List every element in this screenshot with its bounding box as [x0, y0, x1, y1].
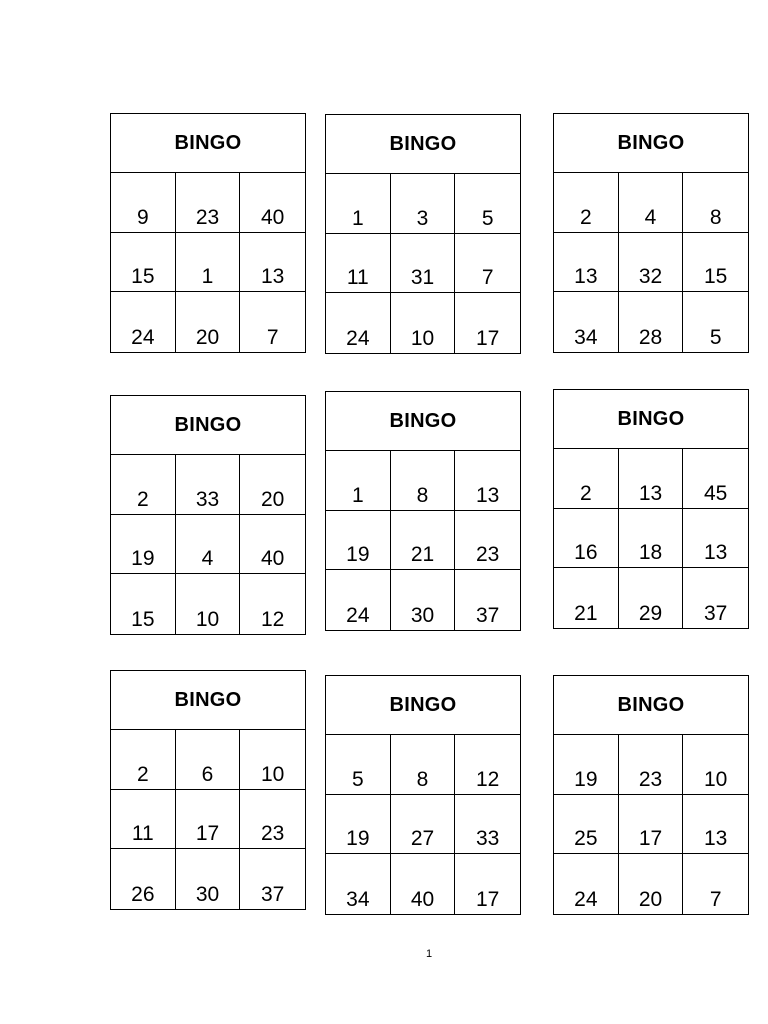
number-grid — [111, 730, 305, 909]
number-cell: 20 — [176, 292, 241, 352]
number-grid — [554, 449, 748, 628]
number-cell: 13 — [455, 451, 520, 511]
number-cell: 5 — [709, 326, 722, 349]
card-title: BINGO — [554, 390, 748, 449]
number-cell: 13 — [619, 449, 684, 509]
number-cell: 37 — [260, 883, 285, 906]
number-cell: 40 — [391, 854, 456, 914]
number-cell: 11 — [326, 234, 391, 294]
number-cell: 16 — [554, 509, 619, 569]
number-cell: 1 — [326, 174, 391, 234]
bingo-card-3 — [553, 113, 749, 353]
number-cell: 8 — [391, 735, 456, 795]
number-cell: 33 — [455, 795, 520, 855]
number-cell: 27 — [391, 795, 456, 855]
number-cell: 15 — [111, 233, 176, 293]
number-cell: 26 — [111, 849, 176, 909]
number-cell: 18 — [619, 509, 684, 569]
number-cell: 40 — [240, 173, 305, 233]
number-cell: 19 — [326, 511, 391, 571]
number-cell: 19 — [326, 795, 391, 855]
number-cell: 21 — [554, 568, 619, 628]
bingo-card-2 — [325, 114, 521, 354]
number-grid — [326, 451, 520, 630]
card-title: BINGO — [326, 115, 520, 174]
number-cell: 30 — [176, 849, 241, 909]
number-cell: 37 — [475, 604, 500, 627]
card-title: BINGO — [326, 676, 520, 735]
number-cell: 6 — [176, 730, 241, 790]
number-cell: 25 — [554, 795, 619, 855]
number-cell: 10 — [240, 730, 305, 790]
number-cell: 2 — [554, 173, 619, 233]
number-cell: 17 — [619, 795, 684, 855]
bingo-card-7 — [110, 670, 306, 910]
number-cell: 45 — [683, 449, 748, 509]
card-title: BINGO — [111, 671, 305, 730]
number-cell: 29 — [619, 568, 684, 628]
number-grid — [326, 174, 520, 353]
number-cell: 7 — [266, 326, 279, 349]
number-cell: 11 — [111, 790, 176, 850]
number-cell: 2 — [554, 449, 619, 509]
number-cell: 8 — [391, 451, 456, 511]
bingo-card-8 — [325, 675, 521, 915]
number-cell: 23 — [455, 511, 520, 571]
number-cell: 24 — [326, 293, 391, 353]
page-number: 1 — [425, 948, 433, 960]
number-cell: 34 — [554, 292, 619, 352]
number-cell: 4 — [176, 515, 241, 575]
number-cell: 10 — [391, 293, 456, 353]
card-title: BINGO — [554, 114, 748, 173]
bingo-card-5 — [325, 391, 521, 631]
number-cell: 10 — [683, 735, 748, 795]
number-cell: 23 — [176, 173, 241, 233]
number-cell: 5 — [326, 735, 391, 795]
card-title: BINGO — [326, 392, 520, 451]
number-cell: 13 — [683, 509, 748, 569]
number-cell: 7 — [709, 888, 722, 911]
number-grid — [554, 173, 748, 352]
number-cell: 23 — [240, 790, 305, 850]
number-cell: 13 — [554, 233, 619, 293]
number-cell: 33 — [176, 455, 241, 515]
number-cell: 2 — [111, 455, 176, 515]
number-cell: 13 — [683, 795, 748, 855]
number-grid — [111, 455, 305, 634]
number-cell: 28 — [619, 292, 684, 352]
number-cell: 9 — [111, 173, 176, 233]
number-cell: 17 — [475, 327, 500, 350]
number-cell: 12 — [455, 735, 520, 795]
number-cell: 40 — [240, 515, 305, 575]
number-cell: 12 — [260, 608, 285, 631]
number-cell: 1 — [326, 451, 391, 511]
bingo-card-1 — [110, 113, 306, 353]
number-cell: 37 — [703, 602, 728, 625]
bingo-card-4 — [110, 395, 306, 635]
number-cell: 7 — [455, 234, 520, 294]
number-cell: 4 — [619, 173, 684, 233]
number-grid — [554, 735, 748, 914]
card-title: BINGO — [111, 114, 305, 173]
card-title: BINGO — [111, 396, 305, 455]
number-cell: 19 — [554, 735, 619, 795]
number-cell: 13 — [240, 233, 305, 293]
card-title: BINGO — [554, 676, 748, 735]
number-cell: 20 — [619, 854, 684, 914]
number-cell: 24 — [111, 292, 176, 352]
number-grid — [326, 735, 520, 914]
number-cell: 2 — [111, 730, 176, 790]
bingo-card-6 — [553, 389, 749, 629]
bingo-card-9 — [553, 675, 749, 915]
number-cell: 5 — [455, 174, 520, 234]
number-cell: 23 — [619, 735, 684, 795]
number-cell: 15 — [111, 574, 176, 634]
number-cell: 17 — [176, 790, 241, 850]
number-cell: 20 — [240, 455, 305, 515]
number-cell: 30 — [391, 570, 456, 630]
number-cell: 32 — [619, 233, 684, 293]
number-cell: 21 — [391, 511, 456, 571]
number-grid — [111, 173, 305, 352]
number-cell: 3 — [391, 174, 456, 234]
number-cell: 1 — [176, 233, 241, 293]
number-cell: 24 — [554, 854, 619, 914]
number-cell: 8 — [683, 173, 748, 233]
number-cell: 17 — [475, 888, 500, 911]
number-cell: 19 — [111, 515, 176, 575]
number-cell: 31 — [391, 234, 456, 294]
number-cell: 10 — [176, 574, 241, 634]
number-cell: 34 — [326, 854, 391, 914]
number-cell: 24 — [326, 570, 391, 630]
number-cell: 15 — [683, 233, 748, 293]
